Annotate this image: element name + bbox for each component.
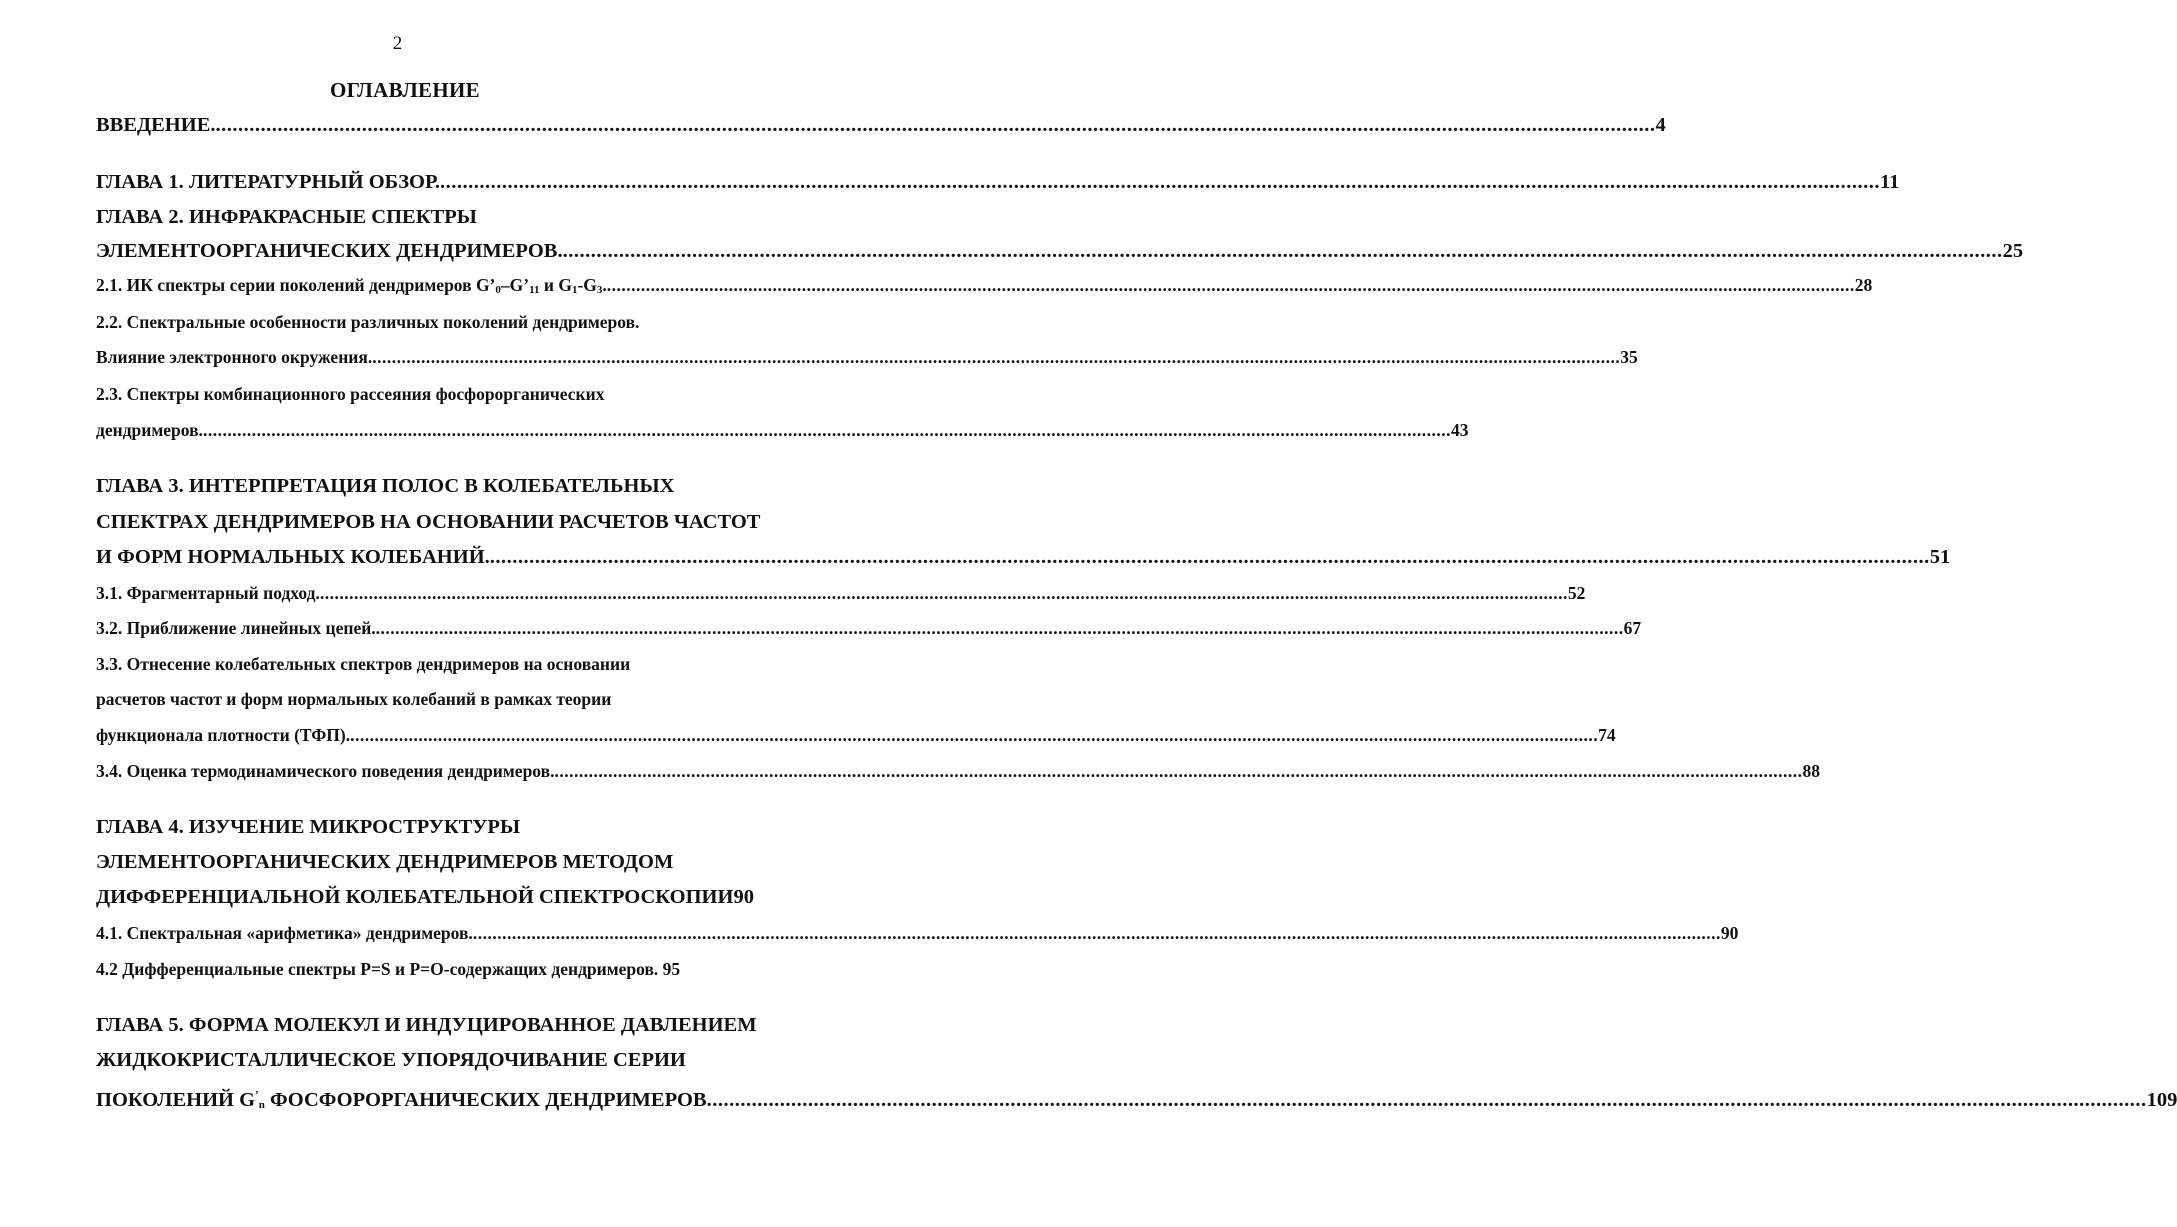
toc-entry-chapter-1[interactable]: ГЛАВА 1. ЛИТЕРАТУРНЫЙ ОБЗОР. ..... 11: [96, 170, 742, 194]
toc-entry-introduction[interactable]: ВВЕДЕНИЕ. ..... 4: [96, 113, 742, 137]
toc-entry-chapter-4-line-1[interactable]: ГЛАВА 4. ИЗУЧЕНИЕ МИКРОСТРУКТУРЫ: [96, 816, 521, 838]
toc-entry-section-2-2-line-1[interactable]: 2.2. Спектральные особенности различных поколений дендримеров.: [96, 312, 640, 332]
toc-entry-section-3-3-line-1[interactable]: 3.3. Отнесение колебательных спектров дендримеров на основании: [96, 654, 631, 674]
toc-entry-chapter-2[interactable]: ЭЛЕМЕНТООРГАНИЧЕСКИХ ДЕНДРИМЕРОВ. ..... 25: [96, 239, 742, 263]
toc-entry-section-3-3[interactable]: функционала плотности (ТФП). ..... 74: [96, 723, 742, 747]
toc-entry-chapter-3[interactable]: И ФОРМ НОРМАЛЬНЫХ КОЛЕБАНИЙ. ..... 51: [96, 545, 742, 569]
toc-entry-chapter-3-line-1[interactable]: ГЛАВА 3. ИНТЕРПРЕТАЦИЯ ПОЛОС В КОЛЕБАТЕЛЬНЫХ: [96, 475, 675, 497]
toc-entry-chapter-3-line-2[interactable]: СПЕКТРАХ ДЕНДРИМЕРОВ НА ОСНОВАНИИ РАСЧЕТОВ ЧАСТОТ: [96, 511, 761, 533]
toc-entry-section-2-3[interactable]: дендримеров. ..... 43: [96, 418, 742, 442]
toc-entry-section-2-2[interactable]: Влияние электронного окружения. ..... 35: [96, 345, 742, 369]
toc-entry-chapter-5-line-2[interactable]: ЖИДКОКРИСТАЛЛИЧЕСКОЕ УПОРЯДОЧИВАНИЕ СЕРИИ: [96, 1049, 686, 1071]
toc-entry-chapter-4-line-2[interactable]: ЭЛЕМЕНТООРГАНИЧЕСКИХ ДЕНДРИМЕРОВ МЕТОДОМ: [96, 851, 674, 873]
toc-entry-section-3-1[interactable]: 3.1. Фрагментарный подход. ..... 52: [96, 581, 742, 605]
toc-entry-section-3-2[interactable]: 3.2. Приближение линейных цепей. ..... 67: [96, 616, 742, 640]
toc-entry-section-2-3-line-1[interactable]: 2.3. Спектры комбинационного рассеяния фосфорорганических: [96, 384, 605, 404]
toc-entry-chapter-4[interactable]: ДИФФЕРЕНЦИАЛЬНОЙ КОЛЕБАТЕЛЬНОЙ СПЕКТРОСКОПИИ 90: [96, 886, 754, 908]
toc-entry-chapter-2-line-1[interactable]: ГЛАВА 2. ИНФРАКРАСНЫЕ СПЕКТРЫ: [96, 206, 477, 228]
toc-entry-section-3-4[interactable]: 3.4. Оценка термодинамического поведения дендримеров. ..... 88: [96, 759, 742, 783]
toc-entry-chapter-5[interactable]: ПОКОЛЕНИЙ $G^’_n$ ФОСФОРОРГАНИЧЕСКИХ ДЕНДРИМЕРОВ ..... 109: [96, 1083, 742, 1117]
toc-entry-section-4-1[interactable]: 4.1. Спектральная «арифметика» дендримеров. ..... 90: [96, 921, 742, 945]
toc-entry-chapter-5-line-1[interactable]: ГЛАВА 5. ФОРМА МОЛЕКУЛ И ИНДУЦИРОВАННОЕ ДАВЛЕНИЕМ: [96, 1014, 757, 1036]
toc-entry-section-4-2[interactable]: 4.2 Дифференциальные спектры P=S и P=O-содержащих дендримеров. 95: [96, 959, 681, 979]
toc-entry-section-3-3-line-2[interactable]: расчетов частот и форм нормальных колебаний в рамках теории: [96, 689, 612, 709]
page-title: ОГЛАВЛЕНИЕ: [330, 78, 480, 102]
toc-entry-section-2-1[interactable]: 2.1. ИК спектры серии поколений дендримеров $G’_0-G’_{11}$ и $G_1-G_3$. ..... 28: [96, 273, 742, 302]
page-number: 2: [392, 33, 403, 54]
